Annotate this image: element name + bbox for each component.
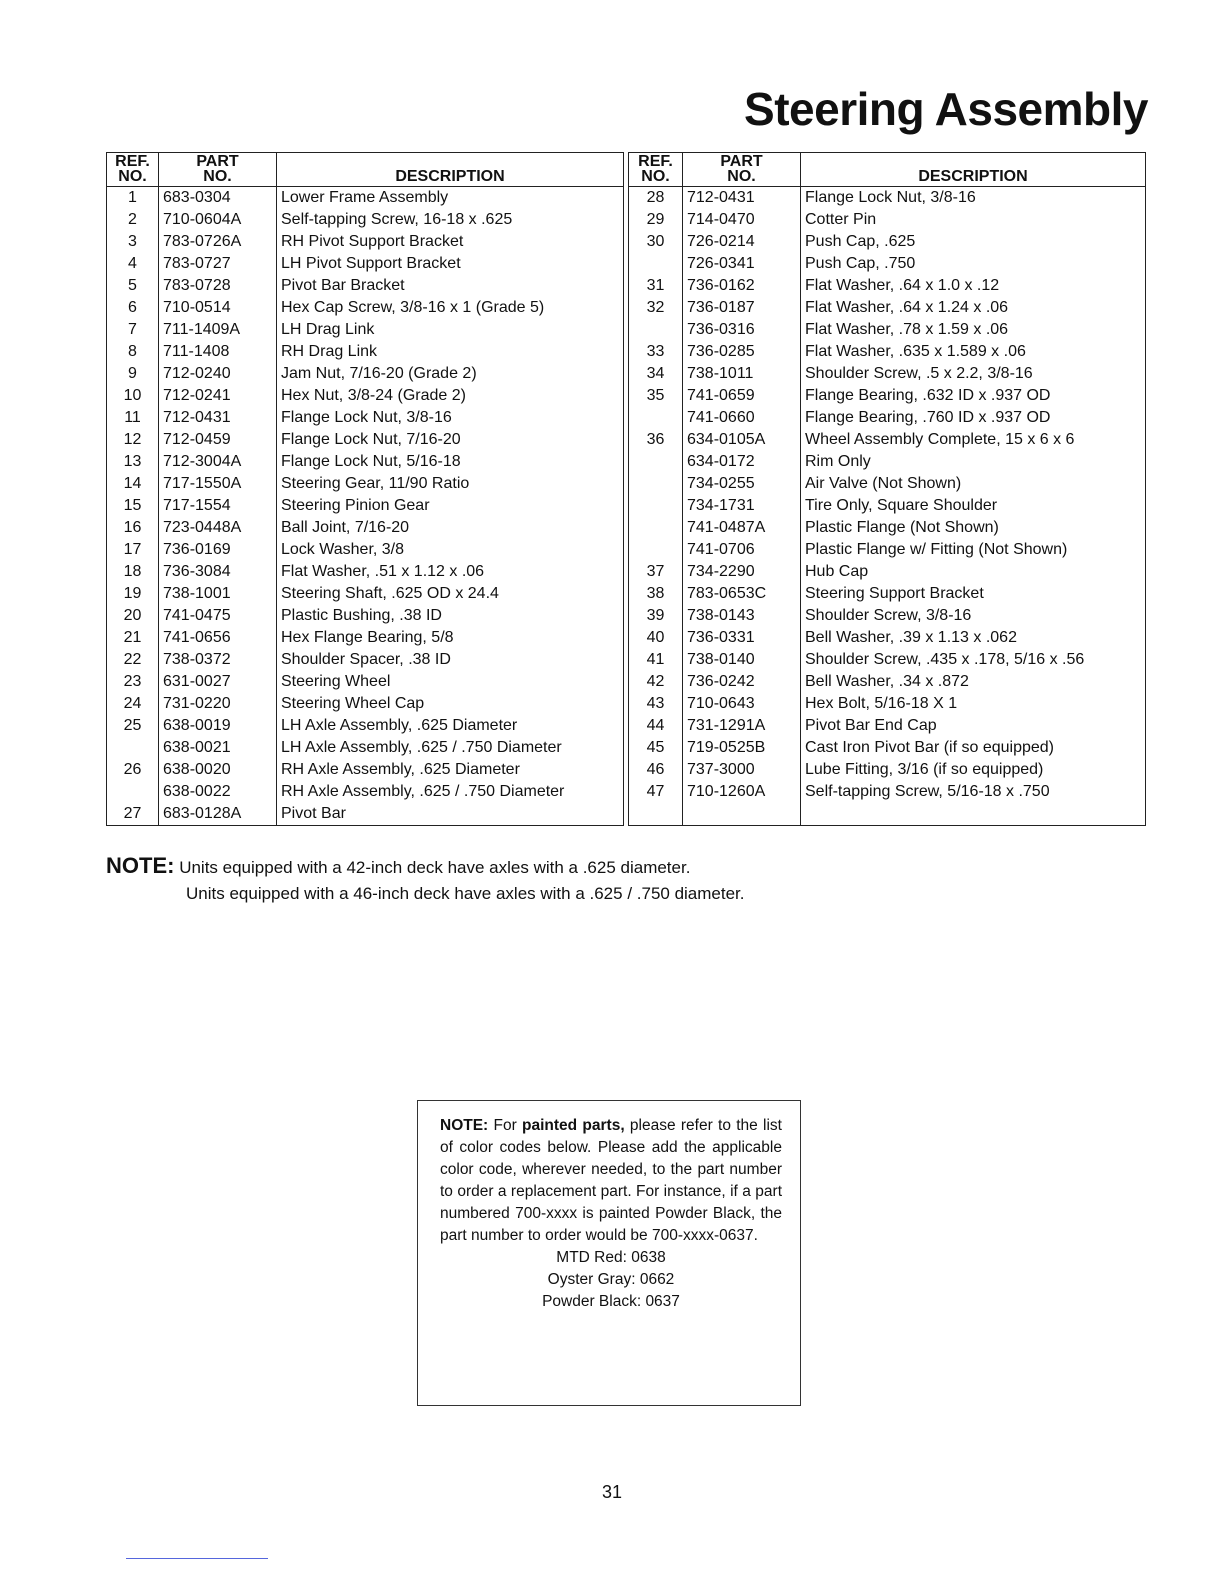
part-no-cell: 741-0656	[159, 627, 277, 649]
part-no-cell: 638-0020	[159, 759, 277, 781]
description-cell: Tire Only, Square Shoulder	[801, 495, 1146, 517]
part-no-cell: 731-1291A	[683, 715, 801, 737]
ref-no-cell: 18	[107, 561, 159, 583]
description-cell: Hex Nut, 3/8-24 (Grade 2)	[277, 385, 624, 407]
ref-no-cell: 19	[107, 583, 159, 605]
description-cell: Air Valve (Not Shown)	[801, 473, 1146, 495]
description-cell: RH Axle Assembly, .625 / .750 Diameter	[277, 781, 624, 803]
ref-no-cell: 35	[629, 385, 683, 407]
description-cell: Flange Bearing, .632 ID x .937 OD	[801, 385, 1146, 407]
table-row	[107, 671, 624, 693]
table-row	[629, 803, 1146, 826]
table-row	[629, 275, 1146, 297]
ref-no-cell	[107, 737, 159, 759]
part-no-cell: 634-0105A	[683, 429, 801, 451]
description-cell: Flat Washer, .64 x 1.24 x .06	[801, 297, 1146, 319]
ref-no-cell: 34	[629, 363, 683, 385]
ref-no-cell	[629, 473, 683, 495]
ref-no-cell: 12	[107, 429, 159, 451]
part-no-cell: 714-0470	[683, 209, 801, 231]
part-no-cell: 634-0172	[683, 451, 801, 473]
description-cell: Pivot Bar	[277, 803, 624, 826]
note-label: NOTE:	[106, 853, 175, 878]
part-no-cell: 736-0285	[683, 341, 801, 363]
axle-note	[106, 853, 745, 907]
ref-no-cell	[629, 451, 683, 473]
description-cell: Flat Washer, .64 x 1.0 x .12	[801, 275, 1146, 297]
table-row	[107, 363, 624, 385]
part-no-cell: 710-0514	[159, 297, 277, 319]
table-row	[107, 759, 624, 781]
table-row	[629, 341, 1146, 363]
description-cell: LH Pivot Support Bracket	[277, 253, 624, 275]
ref-no-cell: 14	[107, 473, 159, 495]
part-no-cell: 683-0128A	[159, 803, 277, 826]
description-cell: Steering Shaft, .625 OD x 24.4	[277, 583, 624, 605]
ref-no-cell: 15	[107, 495, 159, 517]
table-row	[107, 319, 624, 341]
part-no-cell: 731-0220	[159, 693, 277, 715]
ref-no-cell: 33	[629, 341, 683, 363]
table-row	[107, 561, 624, 583]
table-row	[629, 539, 1146, 561]
part-no-cell: 638-0021	[159, 737, 277, 759]
part-no-cell: 712-0240	[159, 363, 277, 385]
table-row	[107, 737, 624, 759]
description-cell: Jam Nut, 7/16-20 (Grade 2)	[277, 363, 624, 385]
ref-no-cell	[107, 781, 159, 803]
ref-no-cell: 25	[107, 715, 159, 737]
table-row	[107, 693, 624, 715]
description-cell: Lube Fitting, 3/16 (if so equipped)	[801, 759, 1146, 781]
ref-no-cell: 36	[629, 429, 683, 451]
description-cell: Flat Washer, .51 x 1.12 x .06	[277, 561, 624, 583]
part-no-cell: 719-0525B	[683, 737, 801, 759]
table-row	[629, 319, 1146, 341]
part-no-cell: 736-0331	[683, 627, 801, 649]
ref-no-cell: 38	[629, 583, 683, 605]
ref-no-cell	[629, 495, 683, 517]
ref-no-cell: 45	[629, 737, 683, 759]
description-cell: Plastic Flange (Not Shown)	[801, 517, 1146, 539]
ref-no-cell: 21	[107, 627, 159, 649]
table-row	[629, 495, 1146, 517]
table-row	[107, 231, 624, 253]
description-cell: Hex Flange Bearing, 5/8	[277, 627, 624, 649]
table-row	[629, 561, 1146, 583]
part-no-cell: 726-0341	[683, 253, 801, 275]
part-no-cell: 783-0728	[159, 275, 277, 297]
part-no-cell: 736-0162	[683, 275, 801, 297]
part-no-cell: 726-0214	[683, 231, 801, 253]
ref-no-cell: 20	[107, 605, 159, 627]
description-cell: Pivot Bar End Cap	[801, 715, 1146, 737]
part-no-cell: 710-0643	[683, 693, 801, 715]
table-row	[629, 407, 1146, 429]
part-no-cell: 738-1011	[683, 363, 801, 385]
description-cell: Shoulder Screw, .435 x .178, 5/16 x .56	[801, 649, 1146, 671]
description-cell: Ball Joint, 7/16-20	[277, 517, 624, 539]
description-cell: Self-tapping Screw, 16-18 x .625	[277, 209, 624, 231]
description-cell: Flange Lock Nut, 3/8-16	[801, 187, 1146, 210]
part-no-cell: 741-0487A	[683, 517, 801, 539]
part-no-cell: 717-1550A	[159, 473, 277, 495]
description-cell: Rim Only	[801, 451, 1146, 473]
ref-no-cell: 26	[107, 759, 159, 781]
ref-no-cell	[629, 253, 683, 275]
description-cell: Flange Bearing, .760 ID x .937 OD	[801, 407, 1146, 429]
table-row	[107, 275, 624, 297]
description-cell: Push Cap, .625	[801, 231, 1146, 253]
part-no-cell: 736-0169	[159, 539, 277, 561]
part-no-cell: 712-0241	[159, 385, 277, 407]
table-row	[107, 605, 624, 627]
description-cell: Push Cap, .750	[801, 253, 1146, 275]
note-line-2: Units equipped with a 46-inch deck have axles with a .625 / .750 diameter.	[186, 884, 745, 903]
ref-no-cell	[629, 539, 683, 561]
part-no-cell: 741-0659	[683, 385, 801, 407]
ref-no-cell: 7	[107, 319, 159, 341]
table-row	[107, 297, 624, 319]
part-no-cell: 734-1731	[683, 495, 801, 517]
ref-no-cell: 3	[107, 231, 159, 253]
table-row	[629, 209, 1146, 231]
description-cell: LH Axle Assembly, .625 Diameter	[277, 715, 624, 737]
table-row	[107, 803, 624, 826]
part-no-cell: 712-0431	[159, 407, 277, 429]
ref-no-cell: 31	[629, 275, 683, 297]
part-no-cell: 736-0187	[683, 297, 801, 319]
table-row	[629, 627, 1146, 649]
table-row	[629, 231, 1146, 253]
color-code: Oyster Gray: 0662	[547, 1271, 675, 1288]
table-row	[629, 737, 1146, 759]
part-no-cell: 741-0475	[159, 605, 277, 627]
ref-no-cell: 23	[107, 671, 159, 693]
part-no-header: PART NO.	[159, 153, 277, 187]
table-row	[629, 297, 1146, 319]
description-cell: Lock Washer, 3/8	[277, 539, 624, 561]
part-no-cell: 738-0140	[683, 649, 801, 671]
table-row	[629, 429, 1146, 451]
part-no-cell: 741-0706	[683, 539, 801, 561]
ref-no-cell: 28	[629, 187, 683, 210]
page-number: 31	[601, 1482, 623, 1502]
parts-table-left	[106, 152, 624, 826]
part-no-cell: 712-0431	[683, 187, 801, 210]
part-no-cell: 638-0022	[159, 781, 277, 803]
table-row	[107, 187, 624, 210]
page-title: Steering Assembly	[744, 83, 1148, 135]
part-no-cell: 738-1001	[159, 583, 277, 605]
table-row	[629, 451, 1146, 473]
ref-no-cell: 40	[629, 627, 683, 649]
part-no-cell: 734-2290	[683, 561, 801, 583]
table-row	[107, 209, 624, 231]
description-cell: Plastic Flange w/ Fitting (Not Shown)	[801, 539, 1146, 561]
table-row	[629, 187, 1146, 210]
note-line-1: Units equipped with a 42-inch deck have axles with a .625 diameter.	[179, 858, 691, 877]
table-row	[629, 693, 1146, 715]
description-cell: LH Drag Link	[277, 319, 624, 341]
description-cell: Bell Washer, .39 x 1.13 x .062	[801, 627, 1146, 649]
part-no-cell: 631-0027	[159, 671, 277, 693]
description-cell	[801, 803, 1146, 826]
part-no-cell: 723-0448A	[159, 517, 277, 539]
description-cell: Steering Pinion Gear	[277, 495, 624, 517]
table-row	[629, 583, 1146, 605]
table-row	[629, 473, 1146, 495]
ref-no-cell	[629, 517, 683, 539]
ref-no-cell: 29	[629, 209, 683, 231]
table-row	[629, 605, 1146, 627]
part-no-cell: 783-0726A	[159, 231, 277, 253]
ref-no-cell: 42	[629, 671, 683, 693]
ref-no-cell: 2	[107, 209, 159, 231]
part-no-cell	[683, 803, 801, 826]
part-no-cell: 737-3000	[683, 759, 801, 781]
description-header: DESCRIPTION	[801, 153, 1146, 187]
part-no-cell: 734-0255	[683, 473, 801, 495]
description-cell: RH Pivot Support Bracket	[277, 231, 624, 253]
description-cell: Plastic Bushing, .38 ID	[277, 605, 624, 627]
description-cell: Steering Wheel	[277, 671, 624, 693]
part-no-header: PART NO.	[683, 153, 801, 187]
part-no-cell: 710-0604A	[159, 209, 277, 231]
table-header	[629, 153, 1146, 187]
parts-table-right	[628, 152, 1146, 826]
ref-no-cell: 1	[107, 187, 159, 210]
ref-no-header: REF. NO.	[629, 153, 683, 187]
table-row	[629, 363, 1146, 385]
ref-no-cell: 39	[629, 605, 683, 627]
ref-no-cell: 27	[107, 803, 159, 826]
table-row	[107, 385, 624, 407]
table-row	[629, 385, 1146, 407]
description-cell: Lower Frame Assembly	[277, 187, 624, 210]
table-row	[107, 495, 624, 517]
ref-no-cell: 47	[629, 781, 683, 803]
description-cell: Shoulder Screw, 3/8-16	[801, 605, 1146, 627]
part-no-cell: 712-3004A	[159, 451, 277, 473]
description-cell: RH Drag Link	[277, 341, 624, 363]
table-row	[629, 715, 1146, 737]
part-no-cell: 738-0143	[683, 605, 801, 627]
table-row	[107, 627, 624, 649]
description-cell: Steering Wheel Cap	[277, 693, 624, 715]
description-cell: Hub Cap	[801, 561, 1146, 583]
ref-no-cell: 9	[107, 363, 159, 385]
ref-no-cell: 5	[107, 275, 159, 297]
table-row	[107, 781, 624, 803]
description-cell: Shoulder Spacer, .38 ID	[277, 649, 624, 671]
color-code: Powder Black: 0637	[542, 1293, 680, 1310]
description-cell: Steering Gear, 11/90 Ratio	[277, 473, 624, 495]
table-row	[107, 715, 624, 737]
table-row	[629, 781, 1146, 803]
table-row	[629, 671, 1146, 693]
table-row	[107, 341, 624, 363]
table-row	[107, 429, 624, 451]
description-cell: Flange Lock Nut, 3/8-16	[277, 407, 624, 429]
footer-rule	[126, 1558, 268, 1559]
table-row	[107, 517, 624, 539]
ref-no-cell	[629, 803, 683, 826]
ref-no-cell	[629, 407, 683, 429]
color-code-list	[440, 1247, 782, 1313]
ref-no-cell: 43	[629, 693, 683, 715]
part-no-cell: 736-3084	[159, 561, 277, 583]
description-cell: Cotter Pin	[801, 209, 1146, 231]
part-no-cell: 683-0304	[159, 187, 277, 210]
color-note-text: NOTE: For painted parts, please refer to the list of color codes below. Please add the applicable color code, wherever needed, to the part number to order a replacement part. For instance, if a part numbered 700-xxxx is painted Powder Black, the part number to order would be 700-xxxx-0637.	[440, 1117, 782, 1244]
table-row	[107, 451, 624, 473]
part-no-cell: 783-0727	[159, 253, 277, 275]
ref-no-cell: 4	[107, 253, 159, 275]
table-row	[107, 539, 624, 561]
ref-no-cell: 37	[629, 561, 683, 583]
description-cell: Shoulder Screw, .5 x 2.2, 3/8-16	[801, 363, 1146, 385]
description-cell: Bell Washer, .34 x .872	[801, 671, 1146, 693]
description-cell: Steering Support Bracket	[801, 583, 1146, 605]
ref-no-header: REF. NO.	[107, 153, 159, 187]
part-no-cell: 710-1260A	[683, 781, 801, 803]
ref-no-cell: 8	[107, 341, 159, 363]
ref-no-cell: 13	[107, 451, 159, 473]
description-cell: Hex Bolt, 5/16-18 X 1	[801, 693, 1146, 715]
part-no-cell: 712-0459	[159, 429, 277, 451]
right-rows	[629, 187, 1146, 826]
ref-no-cell	[629, 319, 683, 341]
ref-no-cell: 30	[629, 231, 683, 253]
description-header: DESCRIPTION	[277, 153, 624, 187]
part-no-cell: 738-0372	[159, 649, 277, 671]
part-no-cell: 736-0242	[683, 671, 801, 693]
description-cell: RH Axle Assembly, .625 Diameter	[277, 759, 624, 781]
table-row	[107, 253, 624, 275]
ref-no-cell: 32	[629, 297, 683, 319]
part-no-cell: 638-0019	[159, 715, 277, 737]
ref-no-cell: 17	[107, 539, 159, 561]
description-cell: LH Axle Assembly, .625 / .750 Diameter	[277, 737, 624, 759]
description-cell: Pivot Bar Bracket	[277, 275, 624, 297]
description-cell: Self-tapping Screw, 5/16-18 x .750	[801, 781, 1146, 803]
description-cell: Flat Washer, .635 x 1.589 x .06	[801, 341, 1146, 363]
part-no-cell: 736-0316	[683, 319, 801, 341]
part-no-cell: 783-0653C	[683, 583, 801, 605]
table-row	[629, 649, 1146, 671]
description-cell: Flat Washer, .78 x 1.59 x .06	[801, 319, 1146, 341]
color-code-note	[417, 1100, 801, 1406]
ref-no-cell: 41	[629, 649, 683, 671]
ref-no-cell: 10	[107, 385, 159, 407]
ref-no-cell: 44	[629, 715, 683, 737]
part-no-cell: 711-1409A	[159, 319, 277, 341]
color-code: MTD Red: 0638	[556, 1249, 666, 1266]
ref-no-cell: 46	[629, 759, 683, 781]
description-cell: Cast Iron Pivot Bar (if so equipped)	[801, 737, 1146, 759]
ref-no-cell: 6	[107, 297, 159, 319]
part-no-cell: 741-0660	[683, 407, 801, 429]
part-no-cell: 711-1408	[159, 341, 277, 363]
description-cell: Flange Lock Nut, 5/16-18	[277, 451, 624, 473]
ref-no-cell: 24	[107, 693, 159, 715]
table-row	[629, 759, 1146, 781]
table-row	[107, 649, 624, 671]
description-cell: Wheel Assembly Complete, 15 x 6 x 6	[801, 429, 1146, 451]
ref-no-cell: 16	[107, 517, 159, 539]
ref-no-cell: 22	[107, 649, 159, 671]
description-cell: Flange Lock Nut, 7/16-20	[277, 429, 624, 451]
table-row	[107, 583, 624, 605]
table-row	[107, 407, 624, 429]
table-row	[629, 253, 1146, 275]
table-row	[107, 473, 624, 495]
left-rows	[107, 187, 624, 826]
description-cell: Hex Cap Screw, 3/8-16 x 1 (Grade 5)	[277, 297, 624, 319]
table-header	[107, 153, 624, 187]
ref-no-cell: 11	[107, 407, 159, 429]
part-no-cell: 717-1554	[159, 495, 277, 517]
table-row	[629, 517, 1146, 539]
